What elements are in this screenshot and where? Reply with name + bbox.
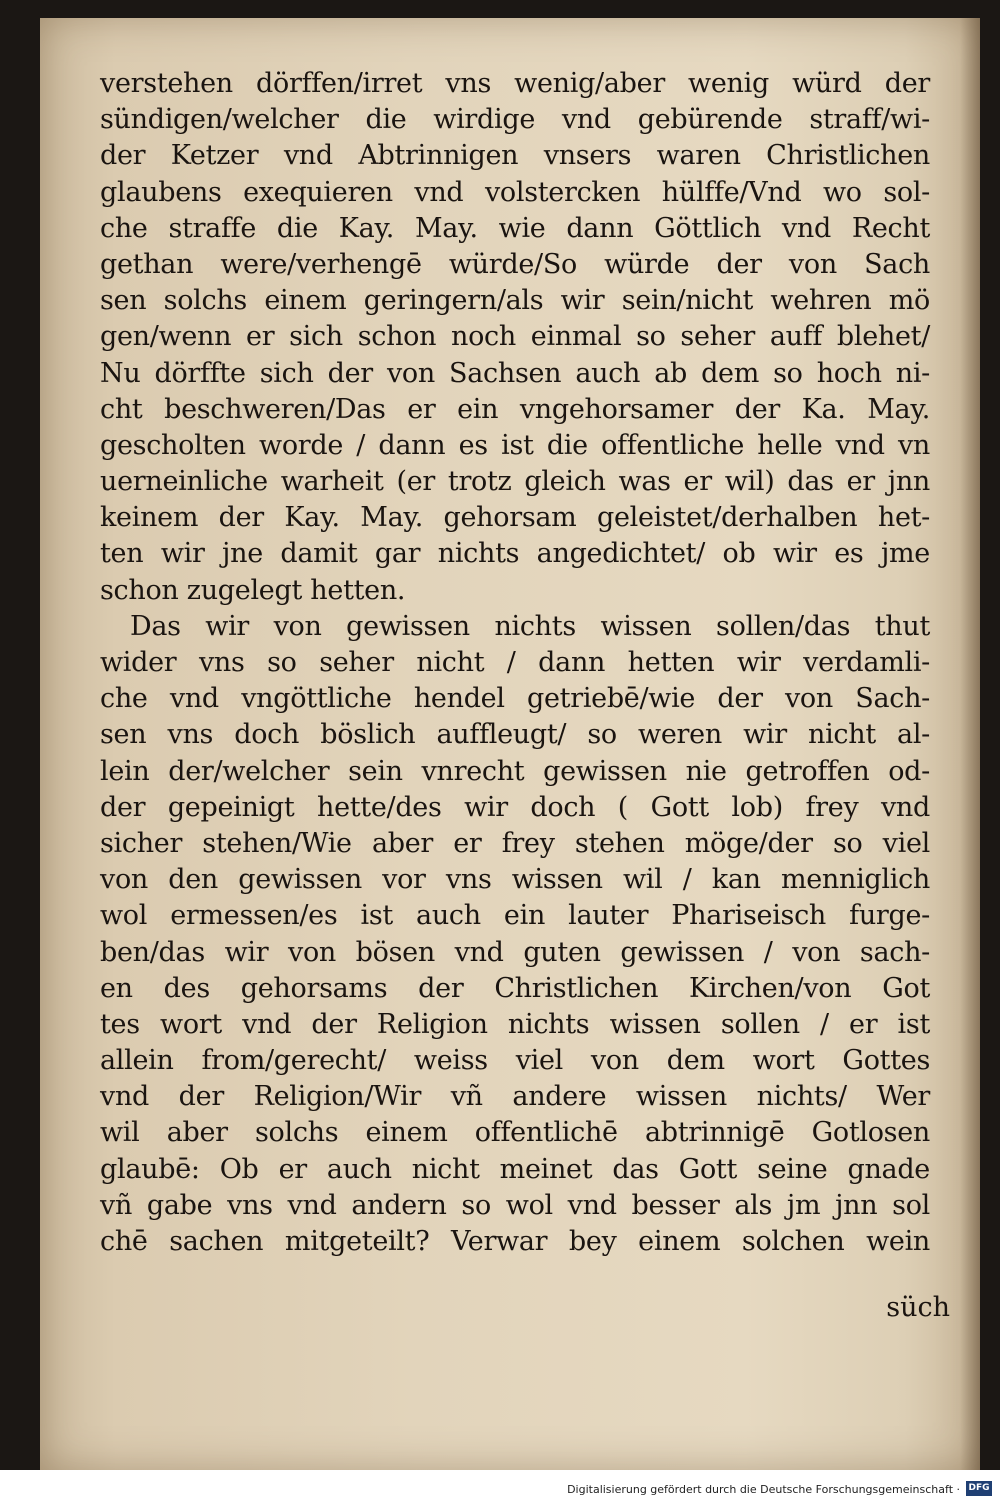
text-line: cht beschweren/Das er ein vngehorsamer der Ka. May.	[100, 393, 930, 425]
text-line: verstehen dörffen/irret vns wenig/aber wenig würd der	[100, 68, 930, 99]
text-line: sicher stehen/Wie aber er frey stehen möge/der so viel	[100, 827, 930, 859]
paragraph-start-line: Das wir von gewissen nichts wissen sollen/das thut	[130, 610, 930, 642]
text-line: wider vns so seher nicht / dann hetten wir verdamli-	[100, 647, 930, 678]
funding-notice: Digitalisierung gefördert durch die Deutsche Forschungsgemeinschaft ·	[567, 1483, 960, 1496]
text-line: vnd der Religion/Wir vñ andere wissen nichts/ Wer	[100, 1081, 930, 1113]
text-line: der Ketzer vnd Abtrinnigen vnsers waren Christlichen	[100, 140, 930, 172]
text-line: allein from/gerecht/ weiss viel von dem wort Gottes	[100, 1045, 930, 1077]
text-line: che straffe die Kay. May. wie dann Göttlich vnd Recht	[100, 212, 930, 244]
text-line: lein der/welcher sein vnrecht gewissen nie getroffen od-	[100, 755, 930, 787]
text-line: schon zugelegt hetten.	[100, 574, 406, 606]
catchword: süch	[886, 1292, 950, 1323]
dfg-logo: DFG	[966, 1481, 992, 1496]
text-line: uerneinliche warheit (er trotz gleich was er wil) das er jnn	[100, 466, 930, 498]
text-line: keinem der Kay. May. gehorsam geleistet/derhalben het-	[100, 502, 930, 534]
text-line: sündigen/welcher die wirdige vnd gebürende straff/wi-	[100, 104, 930, 136]
digitization-footer	[0, 1470, 1000, 1508]
text-line: sen solchs einem geringern/als wir sein/nicht wehren mö	[100, 285, 930, 317]
text-line: gescholten worde / dann es ist die offentliche helle vnd vn	[100, 429, 930, 461]
text-line: vñ gabe vns vnd andern so wol vnd besser als jm jnn sol	[100, 1189, 930, 1221]
text-line: wol ermessen/es ist auch ein lauter Phariseisch furge-	[100, 900, 930, 932]
page-gutter-shadow	[960, 18, 980, 1470]
text-line: wil aber solchs einem offentlichē abtrinnigē Gotlosen	[100, 1117, 930, 1149]
text-line: ten wir jne damit gar nichts angedichtet/ ob wir es jme	[100, 538, 930, 570]
text-line: Nu dörffte sich der von Sachsen auch ab dem so hoch ni-	[100, 357, 930, 389]
text-line: ben/das wir von bösen vnd guten gewissen / von sach-	[100, 936, 930, 968]
text-line: von den gewissen vor vns wissen wil / kan menniglich	[100, 864, 930, 896]
text-line: der gepeinigt hette/des wir doch ( Gott lob) frey vnd	[100, 791, 930, 823]
text-line: tes wort vnd der Religion nichts wissen sollen / er ist	[100, 1008, 930, 1040]
page-text-block	[100, 66, 930, 1260]
text-line: gen/wenn er sich schon noch einmal so seher auff blehet/	[100, 321, 930, 353]
text-line: sen vns doch böslich auffleugt/ so weren wir nicht al-	[100, 719, 930, 751]
text-line: en des gehorsams der Christlichen Kirchen/von Got	[100, 972, 930, 1004]
text-line: glaubens exequieren vnd volstercken hülffe/Vnd wo sol-	[100, 176, 930, 208]
text-line: gethan were/verhengē würde/So würde der von Sach	[100, 248, 930, 280]
text-line: glaubē: Ob er auch nicht meinet das Gott seine gnade	[100, 1153, 930, 1185]
text-line: che vnd vngöttliche hendel getriebē/wie der von Sach-	[100, 683, 930, 715]
text-line: chē sachen mitgeteilt? Verwar bey einem solchen wein	[100, 1226, 930, 1257]
